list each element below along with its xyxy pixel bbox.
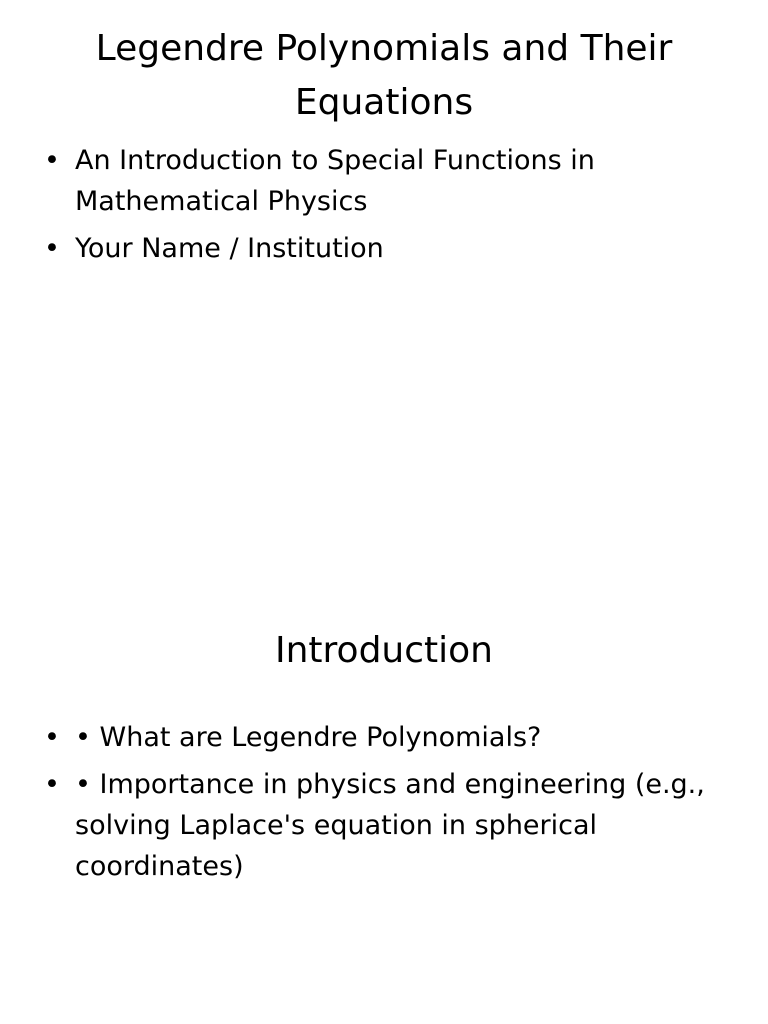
bullet-text: Your Name / Institution [75, 233, 384, 264]
bullet-item [40, 717, 730, 758]
slide-introduction-bullets [40, 717, 730, 893]
bullet-item [40, 764, 730, 887]
bullet-dot-icon: • [44, 145, 60, 176]
slide-introduction-heading: Introduction [274, 630, 493, 671]
bullet-item [40, 228, 730, 269]
slide-title-bullets [40, 140, 730, 275]
bullet-item [40, 140, 730, 222]
bullet-dot-icon: • [44, 233, 60, 264]
slide-introduction [0, 512, 768, 1024]
bullet-text: An Introduction to Special Functions in Mathematical Physics [75, 145, 595, 217]
slide-title-heading: Legendre Polynomials and Their Equations [95, 28, 673, 123]
bullet-text: • What are Legendre Polynomials? [75, 722, 542, 753]
bullet-dot-icon: • [44, 769, 60, 800]
bullet-dot-icon: • [44, 722, 60, 753]
bullet-text: • Importance in physics and engineering (e.g., solving Laplace's equation in spherical coordinates) [75, 769, 705, 882]
